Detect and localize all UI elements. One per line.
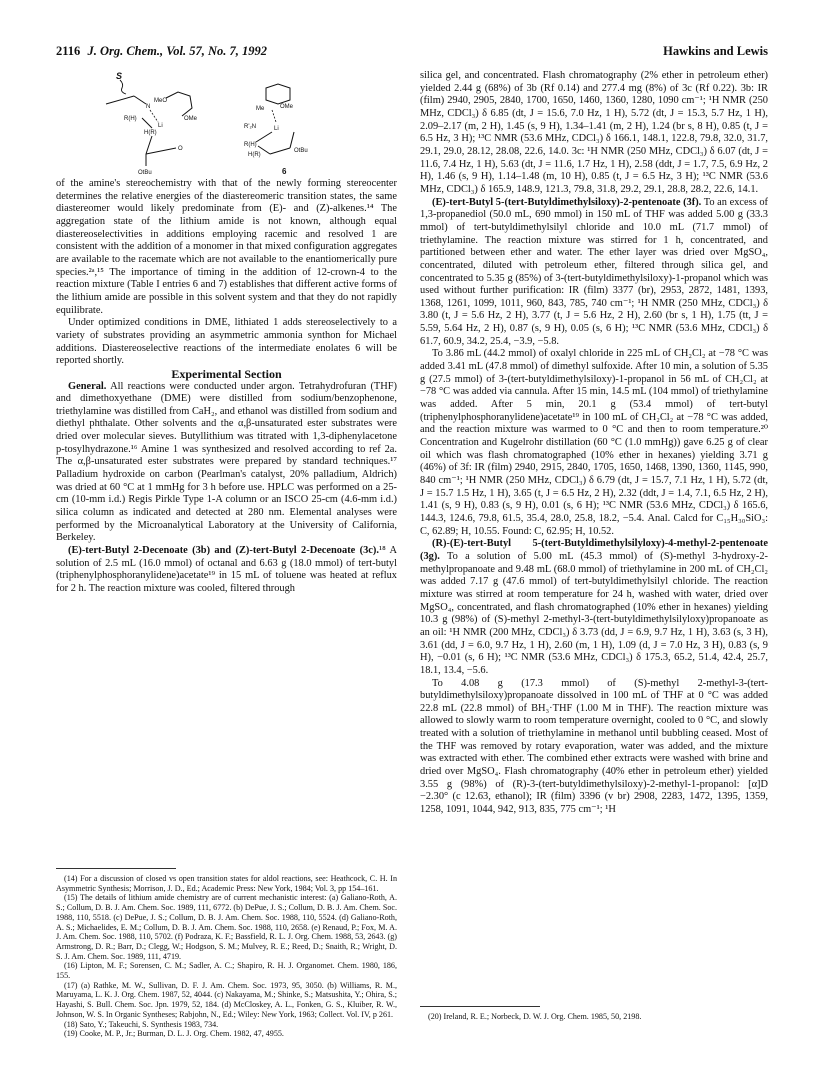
footnote: (18) Sato, Y.; Takeuchi, S. Synthesis 1983, 734. <box>64 1019 219 1029</box>
body-paragraph: To 4.08 g (17.3 mmol) of (S)-methyl 2-methyl-3-(tert-butyldimethylsiloxy)propanoate dissolved in 100 mL of THF at 0 °C was added 22.8 mL (22.8 mmol) of BH₃·THF (1.00 M in THF). The reaction mixture was allowed to slowly warm to room temperature overnight, cooled to 0 °C, and slowly treated with a solution of triethylamine in methanol until bubbling ceased. Most of the THF was removed by rotary evaporation, water was added, and the mixture was extracted with ether. The combined ether extracts were washed with brine and dried over MgSO₄. Flash chromatography (40% ether in petroleum ether) yielded 3.55 g (98%) of (R)-3-(tert-butyldimethylsiloxy)-2-methyl-1-propanol: [α]D −2.30° (c 12.63, ethanol); IR (film) 3396 (v br) 2908, 2283, 1472, 1395, 1359, 1258, 1091, 1044, 942, 913, 835, 775 cm⁻¹; ¹H <box>420 677 768 816</box>
atom-meo-6: Me <box>256 106 265 112</box>
paragraph-text: ¹⁸ A solution of 2.5 mL (16.0 mmol) of octanal and 6.63 g (18.0 mmol) of tert-butyl (triphenylphosphoranylidene)acetate¹⁹ in 15 mL of toluene was heated at reflux for 2 h. The reaction mixture was cooled, filtered through <box>56 545 397 594</box>
body-paragraph: of the amine's stereochemistry with that of the newly forming stereocenter determines the relative energies of the diastereomeric transition states, the same diastereomer would likely predominate from (E)- and (Z)-alkenes.¹⁴ The aggregation state of the lithium amide is not known, although equal diastereoselectivities in additions employing racemic and resolved 1 are consistent with the addition of a monomer in that mixed configuration aggregates are available to the racemate which are not available to the enantiomerically pure species.²ᵃ,¹⁵ The importance of timing in the addition of 12-crown-4 to the reaction mixture (Table I entries 6 and 7) establishes that different active forms of the lithium amide are possible in this solvent system and that they do not rapidly equilibrate. <box>56 178 397 316</box>
ring-bonds <box>166 92 192 116</box>
page-header <box>56 44 768 62</box>
footnote-divider <box>56 868 176 869</box>
atom-hr-6: H(R) <box>248 152 261 158</box>
bond <box>146 136 152 154</box>
footnote: (15) The details of lithium amide chemistry are of current mechanistic interest: (a) Galiano-Roth, A. S.; Collum, D. B. J. Am. Chem. Soc. 1989, 111, 6772. (b) DePue, J. S.; Collum, D. B. J. Am. Chem. Soc. 1988, 110, 5518. (c) DePue, J. S.; Collum, D. B. J. Am. Chem. Soc. 1988, 110, 5524. (d) Galiano-Roth, A. S.; Michaelides, E. M.; Collum, D. B. J. Am. Chem. Soc. 1988, 110, 2658. (e) Renaud, P.; Fox, M. A. J. Am. Chem. Soc. 1988, 110, 5702. (f) Podraza, K. F.; Bassfield, R. L. J. Org. Chem. 1988, 53, 2643. (g) Armstrong, D. R.; Barr, D.; Clegg, W.; Hodgson, S. M.; Mulvey, R. E.; Reed, D.; Snaith, R.; Wright, D. S. J. Am. Chem. Soc. 1989, 111, 4719. <box>56 893 397 961</box>
atom-n: N <box>146 104 151 110</box>
body-paragraph: Under optimized conditions in DME, lithiated 1 adds stereoselectively to a variety of substrates providing an asymmetric ammonia synthon for Michael additions. Diastereoselective reactions of the intermediate enolates 6 will be reported shortly. <box>56 317 397 367</box>
atom-meo: MeO <box>154 98 168 104</box>
paragraph-text: All reactions were conducted under argon. Tetrahydrofuran (THF) and dimethoxyethane (DME) were distilled from sodium/benzophenone, triethylamine was distilled from CaH₂, and ethanol was distilled from sodium and diethyl phthalate. Other solvents and the α,β-unsaturated ester substrates were dried over molecular sieves. Butyllithium was titrated with 1,3-diphenylacetone p-tosylhydrazone.¹⁶ Amine 1 was synthesized and resolved according to ref 2a. The α,β-unsaturated ester substrates were prepared by standard techniques.¹⁷ Palladium hydroxide on carbon (Pearlman's catalyst, 20% palladium, Aldrich) was dried at 60 °C at 1 mmHg for 3 h before use. HPLC was performed on a 25-cm (10-mm i.d.) Regis Pirkle Type 1-A column or an ISCO 25-cm (4.6-mm i.d.) silica column as indicated and detected at 280 nm. Elemental analyses were performed by the Microanalytical Laboratory at the University of California, Berkeley. <box>56 380 397 544</box>
atom-rh: R(H) <box>124 116 137 122</box>
paragraph-heading: General. <box>68 380 107 392</box>
atom-li-6: Li <box>274 126 279 132</box>
bond <box>106 96 134 104</box>
paragraph-text: To a solution of 5.00 mL (45.3 mmol) of (S)-methyl 3-hydroxy-2-methylpropanoate and 9.48 mL (68.0 mmol) of triethylamine in 200 mL of CH₂Cl₂ was added 7.17 g (47.6 mmol) of tert-butyldimethylsilyl chloride. The reaction mixture was stirred at room temperature for 24 h, washed with water, dried over MgSO₄, concentrated, and flash chromatographed (10% ether in hexanes) yielding 10.3 g (98%) of (S)-methyl 2-methyl-3-(tert-butyldimethylsilyloxy)propanoate as an oil: ¹H NMR (200 MHz, CDCl₃) δ 3.73 (dd, J = 6.9, 9.7 Hz, 1 H), 3.63 (s, 3 H), 3.61 (dd, J = 6.0, 9.7 Hz, 1 H), 2.60 (m, 1 H), 1.09 (d, J = 7.0 Hz, 3 H), 0.83 (s, 9 H), −0.01 (s, 6 H); ¹³C NMR (53.6 MHz, CDCl₃) δ 175.3, 65.2, 51.4, 42.4, 25.7, 18.1, 13.4, −5.6. <box>420 550 768 676</box>
footnote: (14) For a discussion of closed vs open transition states for aldol reactions, see: Heathcock, C. H. In Asymmetric Synthesis; Morrison, J. D., Ed.; Academic Press: New York, 1984; Vol. 3, pp 154–161. <box>56 874 397 893</box>
paragraph-text: To an excess of 1,3-propanediol (50.0 mL, 690 mmol) in 150 mL of THF was added 5.00 g (33.3 mmol) of tert-butyldimethylsilyl chloride and 10.0 mL (71.7 mmol) of triethylamine. The reaction mixture was stirred for 1 h, concentrated, and partitioned between ether and water. The ether layer was dried over MgSO₄, concentrated, diluted with petroleum ether, filtered through silica gel, and concentrated to 5.35 g (85%) of 3-(tert-butyldimethylsiloxy)-1-propanol which was used without further purification: IR (film) 3377 (br), 2953, 2872, 1481, 1393, 1368, 1261, 1099, 1011, 960, 843, 785, 740 cm⁻¹; ¹H NMR (250 MHz, CDCl₃) δ 3.80 (t, J = 5.6 Hz, 2 H), 3.77 (t, J = 5.6 Hz, 2 H), 2.60 (br s, 1 H), 1.75 (tt, J = 5.59, 5.64 Hz, 2 H), 0.87 (s, 9 H), 0.05 (s, 6 H); ¹³C NMR (53.6 MHz, CDCl₃) δ 61.7, 60.9, 34.2, 25.4, −3.9, −5.8. <box>420 196 768 347</box>
section-title: Experimental Section <box>171 366 282 381</box>
journal-citation: J. Org. Chem., Vol. 57, No. 7, 1992 <box>87 44 267 58</box>
structure-label-6: 6 <box>282 167 287 176</box>
bond <box>146 148 176 154</box>
bond <box>142 118 152 128</box>
page-number: 2116 <box>56 44 81 58</box>
bond <box>134 96 146 104</box>
footnotes-right <box>420 1012 768 1022</box>
bond <box>270 148 290 154</box>
footnote: (20) Ireland, R. E.; Norbeck, D. W. J. Org. Chem. 1985, 50, 2198. <box>428 1012 642 1021</box>
paragraph-heading: (R)-(E)-tert-Butyl 5-(tert-Butyldimethylsilyloxy)-4-methyl-2-pentenoate (3g). <box>420 538 768 562</box>
footnote: (19) Cooke, M. P., Jr.; Burman, D. L. J. Org. Chem. 1982, 47, 4955. <box>64 1029 284 1039</box>
structure-label-s: S <box>116 71 123 81</box>
bond <box>290 132 294 148</box>
bond-dashed <box>272 110 276 122</box>
body-paragraph <box>420 538 768 677</box>
paragraph-heading: (E)-tert-Butyl 2-Decenoate (3b) and (Z)-tert-Butyl 2-Decenoate (3c). <box>68 545 379 557</box>
paragraph-heading: (E)-tert-Butyl 5-(tert-Butyldimethylsiloxy)-2-pentenoate (3f). <box>432 196 702 208</box>
body-paragraph <box>56 381 397 546</box>
bond-dashed <box>150 110 158 122</box>
chemical-structure-figure <box>86 70 386 178</box>
footnote-divider <box>420 1006 540 1007</box>
atom-ome-6: OMe <box>280 104 294 110</box>
body-paragraph: silica gel, and concentrated. Flash chromatography (2% ether in petroleum ether) yielded 2.44 g (68%) of 3b (Rf 0.14) and 277.4 mg (8%) of 3c (Rf 0.22). 3b: IR (film) 2940, 2905, 2840, 1700, 1650, 1460, 1360, 1280, 1090 cm⁻¹; ¹H NMR (250 MHz, CDCl₃) δ 6.85 (dt, J = 15.6, 7.0 Hz, 1 H), 5.72 (dt, J = 15.3, 5.7 Hz, 1 H), 2.09–2.17 (m, 2 H), 1.45 (s, 9 H), 1.34–1.41 (m, 2 H), 1.24 (br s, 8 H), 0.85 (t, J = 6.5 Hz, 3 H); ¹³C NMR (53.6 MHz, CDCl₃) δ 166.1, 148.1, 122.8, 79.8, 32.0, 31.7, 29.1, 29.0, 28.12, 28.08, 22.6, 14.0. 3c: ¹H NMR (250 MHz, CDCl₃) δ 6.07 (dt, J = 11.6, 7.4 Hz, 1 H), 5.63 (dt, J = 11.6, 1.7 Hz, 1 H), 2.58 (ddt, J = 1.7, 7.5, 6.9 Hz, 2 H), 1.46 (s, 9 H), 1.14–1.48 (m, 10 H), 0.85 (t, J = 6.5 Hz, 3 H); ¹³C NMR (53.6 MHz, CDCl₃) δ 165.9, 148.9, 121.3, 79.8, 31.8, 29.2, 29.1, 28.8, 28.2, 22.6, 14.1. <box>420 70 768 195</box>
left-column <box>56 178 397 596</box>
atom-ome: OMe <box>184 116 198 122</box>
atom-o: O <box>178 146 183 152</box>
atom-otbu: OtBu <box>138 170 152 176</box>
running-authors: Hawkins and Lewis <box>663 44 768 58</box>
atom-hr: H(R) <box>144 130 157 136</box>
atom-rh-6: R(H) <box>244 142 257 148</box>
footnote: (17) (a) Rathke, M. W., Sullivan, D. F. J. Am. Chem. Soc. 1973, 95, 3050. (b) Williams, R. M., Maruyama, L. K. J. Org. Chem. 1987, 52, 4044. (c) Nakayama, M.; Shinke, S.; Matsushita, Y.; Ohira, S.; Hayashi, S. Bull. Chem. Soc. Jpn. 1979, 52, 184. (d) McCloskey, A. L., Fonken, G. S., Kluiber, R. W., Johnson, W. S. In Organic Syntheses; Rabjohn, N., Ed.; Wiley: New York, 1963; Collect. Vol. IV, p 261. <box>56 980 397 1019</box>
right-column <box>420 70 768 817</box>
ring-bonds-6 <box>266 84 290 104</box>
footnote: (16) Lipton, M. F.; Sorensen, C. M.; Sadler, A. C.; Shapiro, R. H. J. Organomet. Chem. 1980, 186, 155. <box>56 961 397 981</box>
bond-squiggle <box>120 80 126 94</box>
header-left <box>56 44 267 59</box>
atom-otbu-6: OtBu <box>294 148 308 154</box>
body-paragraph: To 3.86 mL (44.2 mmol) of oxalyl chloride in 225 mL of CH₂Cl₂ at −78 °C was added 3.41 mL (47.8 mmol) of dimethyl sulfoxide. After 10 min, a solution of 5.35 g (27.5 mmol) of 3-(tert-butyldimethylsiloxy)-1-propanol in 56 mL of CH₂Cl₂ at −78 °C was added via cannula. After 15 min, 14.5 mL (104 mmol) of triethylamine was added. After 5 min, 20.1 g (53.4 mmol) of tert-butyl (triphenylphosphoranylidene)acetate¹⁹ in 100 mL of CH₂Cl₂ at −78 °C was added, and the reaction mixture was warmed to 0 °C and then to room temperature.²⁰ Concentration and Kugelrohr distillation (60 °C (1.0 mmHg)) gave 6.25 g of clear oil which was flash chromatographed (10% ether in hexanes) yielding 3.71 g (46%) of 3f: IR (film) 2940, 2915, 2840, 1705, 1650, 1468, 1390, 1360, 1145, 990, 840 cm⁻¹; ¹H NMR (250 MHz, CDCl₃) δ 6.79 (dt, J = 15.7, 7.1 Hz, 1 H), 5.72 (dt, J = 15.7 1.5 Hz, 1 H), 3.65 (t, J = 6.5 Hz, 2 H), 2.32 (ddt, J = 1.4, 7.1, 6.5 Hz, 2 H), 1.41 (s, 9 H), 0.83 (s, 9 H), 0.01 (s, 6 H); ¹³C NMR (53.6 MHz, CDCl₃) δ 165.6, 144.3, 124.6, 79.8, 61.5, 35.4, 28.0, 25.8, 18.2, −5.4. Anal. Calcd for C₁₅H₃₀SiO₃: C, 62.89; H, 10.55. Found: C, 62.95; H, 10.52. <box>420 348 768 537</box>
body-paragraph <box>56 545 397 596</box>
footnotes <box>56 874 397 1039</box>
atom-r2n: R'₂N <box>244 124 257 130</box>
atom-li: Li <box>158 123 163 129</box>
bond <box>256 132 272 142</box>
body-paragraph <box>420 197 768 349</box>
